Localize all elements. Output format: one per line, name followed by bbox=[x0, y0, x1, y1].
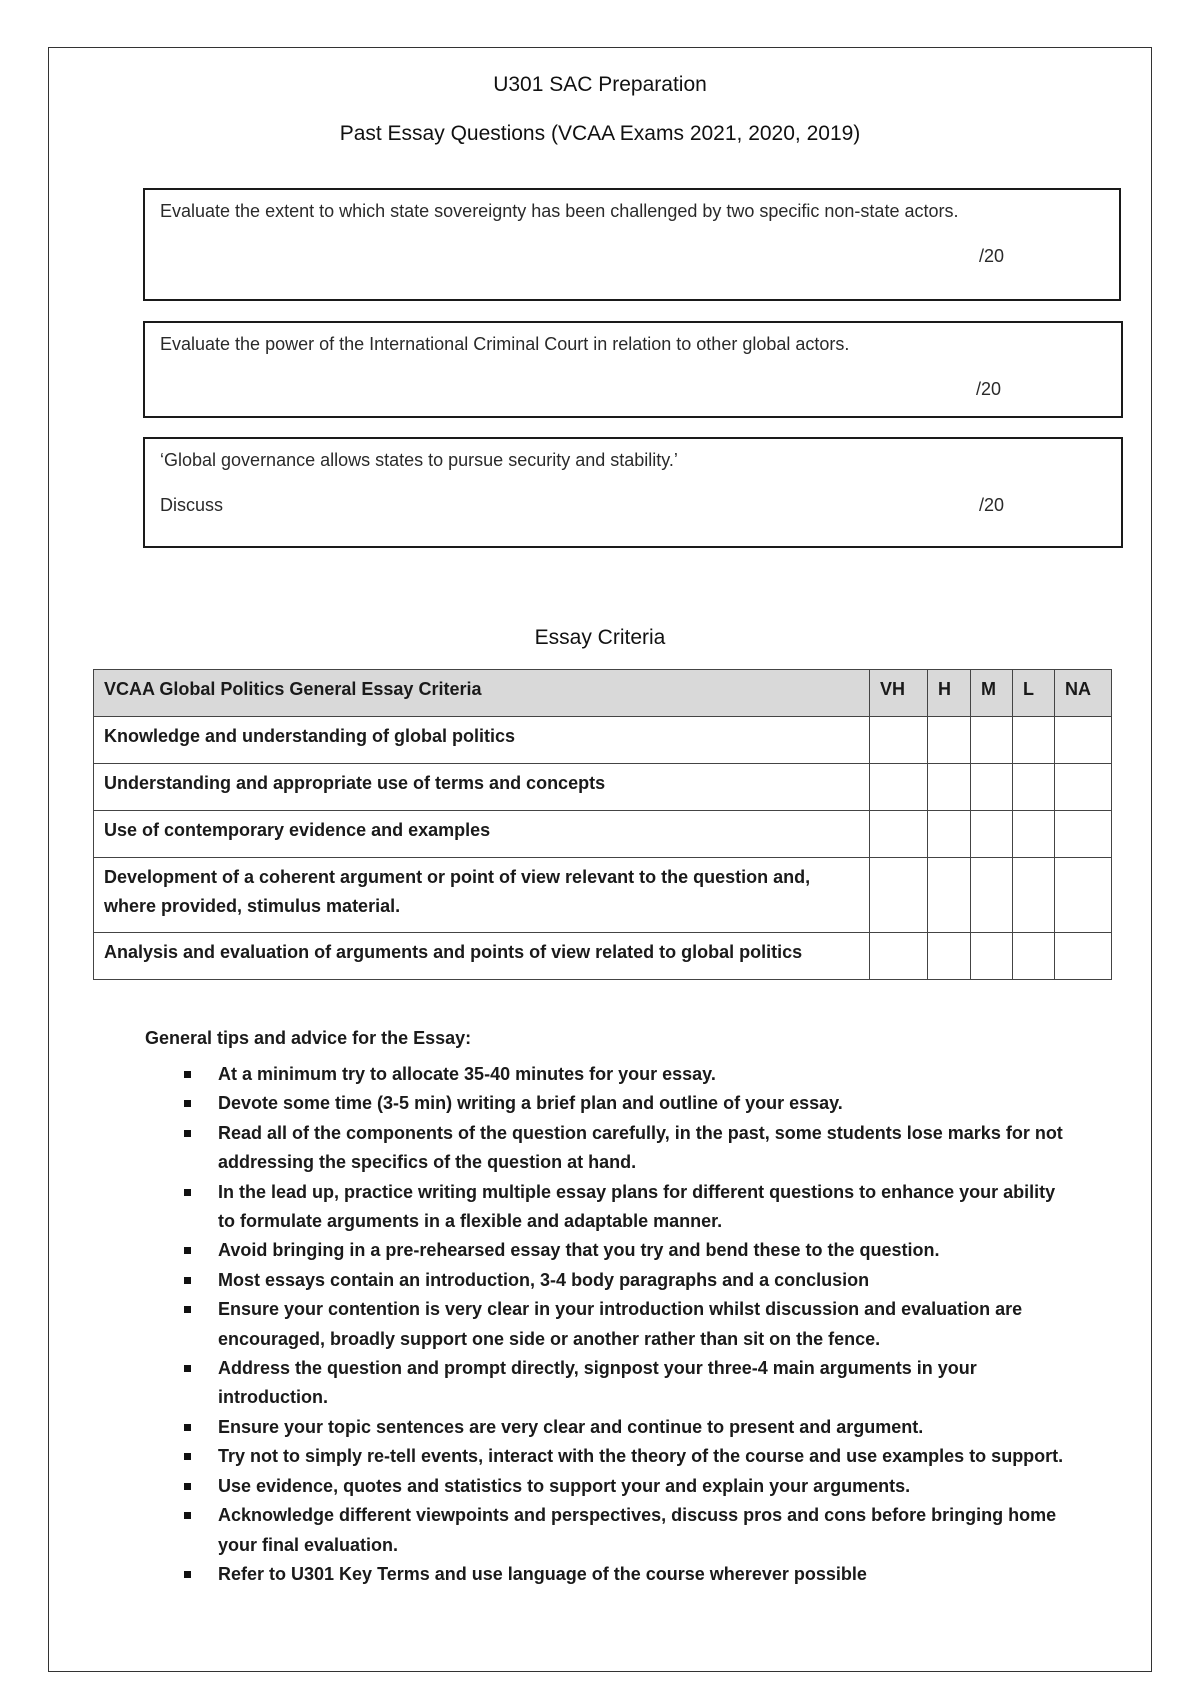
criterion-label: Knowledge and understanding of global politics bbox=[94, 717, 870, 764]
question-prompt: Discuss bbox=[160, 495, 224, 515]
criterion-label: Analysis and evaluation of arguments and points of view related to global politics bbox=[94, 933, 870, 980]
table-row bbox=[94, 933, 1112, 980]
question-marks: /20 bbox=[979, 246, 1005, 266]
rating-cell-vh[interactable] bbox=[870, 717, 928, 764]
tips-list bbox=[184, 1060, 1064, 1589]
table-row bbox=[94, 764, 1112, 811]
rating-cell-vh[interactable] bbox=[870, 811, 928, 858]
rating-cell-vh[interactable] bbox=[870, 933, 928, 980]
list-item: Use evidence, quotes and statistics to support your and explain your arguments. bbox=[184, 1472, 1064, 1501]
rating-cell-h[interactable] bbox=[928, 811, 971, 858]
rating-cell-na[interactable] bbox=[1055, 717, 1112, 764]
rating-cell-l[interactable] bbox=[1013, 811, 1055, 858]
column-header-l: L bbox=[1013, 670, 1055, 717]
question-box-1 bbox=[143, 188, 1121, 301]
column-header-m: M bbox=[971, 670, 1013, 717]
criterion-label: Use of contemporary evidence and examples bbox=[94, 811, 870, 858]
list-item: Try not to simply re-tell events, interact with the theory of the course and use examples to support. bbox=[184, 1442, 1064, 1471]
rating-cell-vh[interactable] bbox=[870, 764, 928, 811]
rating-cell-m[interactable] bbox=[971, 717, 1013, 764]
list-item: Avoid bringing in a pre-rehearsed essay that you try and bend these to the question. bbox=[184, 1236, 1064, 1265]
rating-cell-h[interactable] bbox=[928, 717, 971, 764]
rating-cell-na[interactable] bbox=[1055, 933, 1112, 980]
list-item: In the lead up, practice writing multiple essay plans for different questions to enhance your ability to formulate arguments in a flexible and adaptable manner. bbox=[184, 1178, 1064, 1237]
rating-cell-h[interactable] bbox=[928, 858, 971, 933]
rating-cell-na[interactable] bbox=[1055, 811, 1112, 858]
rating-cell-l[interactable] bbox=[1013, 858, 1055, 933]
list-item: At a minimum try to allocate 35-40 minutes for your essay. bbox=[184, 1060, 1064, 1089]
column-header-criteria: VCAA Global Politics General Essay Criteria bbox=[94, 670, 870, 717]
list-item: Devote some time (3-5 min) writing a brief plan and outline of your essay. bbox=[184, 1089, 1064, 1118]
rating-cell-m[interactable] bbox=[971, 764, 1013, 811]
question-box-2 bbox=[143, 321, 1123, 418]
criterion-label: Development of a coherent argument or point of view relevant to the question and, where provided, stimulus material. bbox=[94, 858, 870, 933]
column-header-na: NA bbox=[1055, 670, 1112, 717]
rating-cell-m[interactable] bbox=[971, 933, 1013, 980]
document-subtitle: Past Essay Questions (VCAA Exams 2021, 2020, 2019) bbox=[339, 122, 861, 145]
list-item: Ensure your topic sentences are very clear and continue to present and argument. bbox=[184, 1413, 1064, 1442]
list-item: Acknowledge different viewpoints and perspectives, discuss pros and cons before bringing home your final evaluation. bbox=[184, 1501, 1064, 1560]
rating-cell-l[interactable] bbox=[1013, 717, 1055, 764]
criteria-table bbox=[93, 669, 1112, 980]
question-marks: /20 bbox=[976, 379, 1002, 399]
rating-cell-h[interactable] bbox=[928, 933, 971, 980]
criteria-heading: Essay Criteria bbox=[534, 626, 666, 649]
criterion-label: Understanding and appropriate use of terms and concepts bbox=[94, 764, 870, 811]
column-header-h: H bbox=[928, 670, 971, 717]
table-row bbox=[94, 717, 1112, 764]
question-text: Evaluate the power of the International Criminal Court in relation to other global actors. bbox=[160, 334, 850, 354]
table-header-row bbox=[94, 670, 1112, 717]
table-row bbox=[94, 811, 1112, 858]
rating-cell-na[interactable] bbox=[1055, 858, 1112, 933]
list-item: Read all of the components of the question carefully, in the past, some students lose marks for not addressing the specifics of the question at hand. bbox=[184, 1119, 1064, 1178]
question-marks: /20 bbox=[979, 495, 1005, 515]
question-box-3 bbox=[143, 437, 1123, 548]
rating-cell-na[interactable] bbox=[1055, 764, 1112, 811]
question-text: Evaluate the extent to which state sovereignty has been challenged by two specific non-state actors. bbox=[160, 201, 959, 221]
document-title: U301 SAC Preparation bbox=[493, 73, 707, 96]
rating-cell-m[interactable] bbox=[971, 858, 1013, 933]
list-item: Address the question and prompt directly, signpost your three-4 main arguments in your introduction. bbox=[184, 1354, 1064, 1413]
list-item: Most essays contain an introduction, 3-4 body paragraphs and a conclusion bbox=[184, 1266, 1064, 1295]
rating-cell-vh[interactable] bbox=[870, 858, 928, 933]
question-text: ‘Global governance allows states to pursue security and stability.’ bbox=[160, 450, 678, 470]
column-header-vh: VH bbox=[870, 670, 928, 717]
list-item: Refer to U301 Key Terms and use language of the course wherever possible bbox=[184, 1560, 1064, 1589]
rating-cell-h[interactable] bbox=[928, 764, 971, 811]
list-item: Ensure your contention is very clear in your introduction whilst discussion and evaluation are encouraged, broadly support one side or another rather than sit on the fence. bbox=[184, 1295, 1064, 1354]
tips-heading: General tips and advice for the Essay: bbox=[145, 1028, 472, 1048]
rating-cell-l[interactable] bbox=[1013, 764, 1055, 811]
rating-cell-l[interactable] bbox=[1013, 933, 1055, 980]
rating-cell-m[interactable] bbox=[971, 811, 1013, 858]
table-row bbox=[94, 858, 1112, 933]
